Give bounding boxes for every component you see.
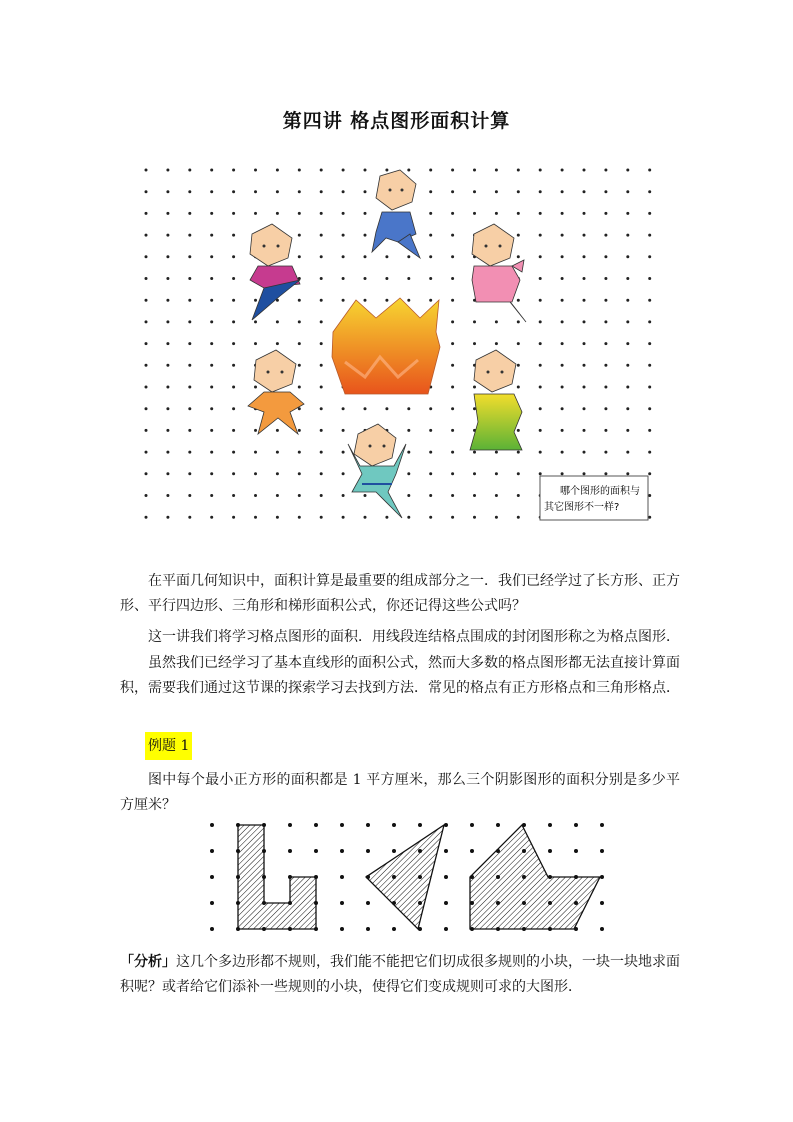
figure-magenta: [250, 224, 300, 320]
lattice-illustration: [140, 162, 655, 527]
shape-l: [238, 825, 316, 929]
intro-paragraph-3: 虽然我们已经学习了基本直线形的面积公式，然而大多数的格点图形都无法直接计算面积，需要我们通过这节课的探索学习去找到方法．常见的格点有正方形格点和三角形格点．: [120, 655, 680, 696]
figure-teal: [348, 424, 406, 518]
shape-pentagon: [470, 825, 600, 929]
page-title: 第四讲 格点图形面积计算: [282, 110, 511, 132]
analysis-label: 「分析」: [120, 954, 176, 970]
example-question: 图中每个最小正方形的面积都是 1 平方厘米，那么三个阴影图形的面积分别是多少平方厘米？: [120, 772, 680, 813]
analysis-text: 这几个多边形都不规则，我们能不能把它们切成很多规则的小块，一块一块地求面积呢？或者给它们添补一些规则的小块，使得它们变成规则可求的大图形．: [120, 954, 680, 995]
speech-line-1: 哪个图形的面积与: [560, 486, 640, 497]
figure-orange: [248, 350, 304, 434]
intro-paragraph-2: 这一讲我们将学习格点图形的面积．用线段连结格点围成的封闭图形称之为格点图形．: [148, 629, 680, 645]
example-label: 例题 1: [145, 732, 192, 760]
shape-triangle: [366, 825, 444, 929]
example-figures: [200, 818, 620, 936]
figure-rainbow: [470, 350, 522, 450]
crown-shape: [332, 298, 440, 394]
speech-box: [540, 476, 648, 520]
analysis-paragraph: [120, 950, 680, 1000]
intro-paragraph-1: 在平面几何知识中，面积计算是最重要的组成部分之一．我们已经学过了长方形、正方形、平行四边形、三角形和梯形面积公式，你还记得这些公式吗？: [120, 573, 680, 614]
figure-pink: [472, 224, 526, 322]
speech-line-2: 其它图形不一样?: [544, 502, 620, 513]
figure-blue: [372, 170, 420, 258]
